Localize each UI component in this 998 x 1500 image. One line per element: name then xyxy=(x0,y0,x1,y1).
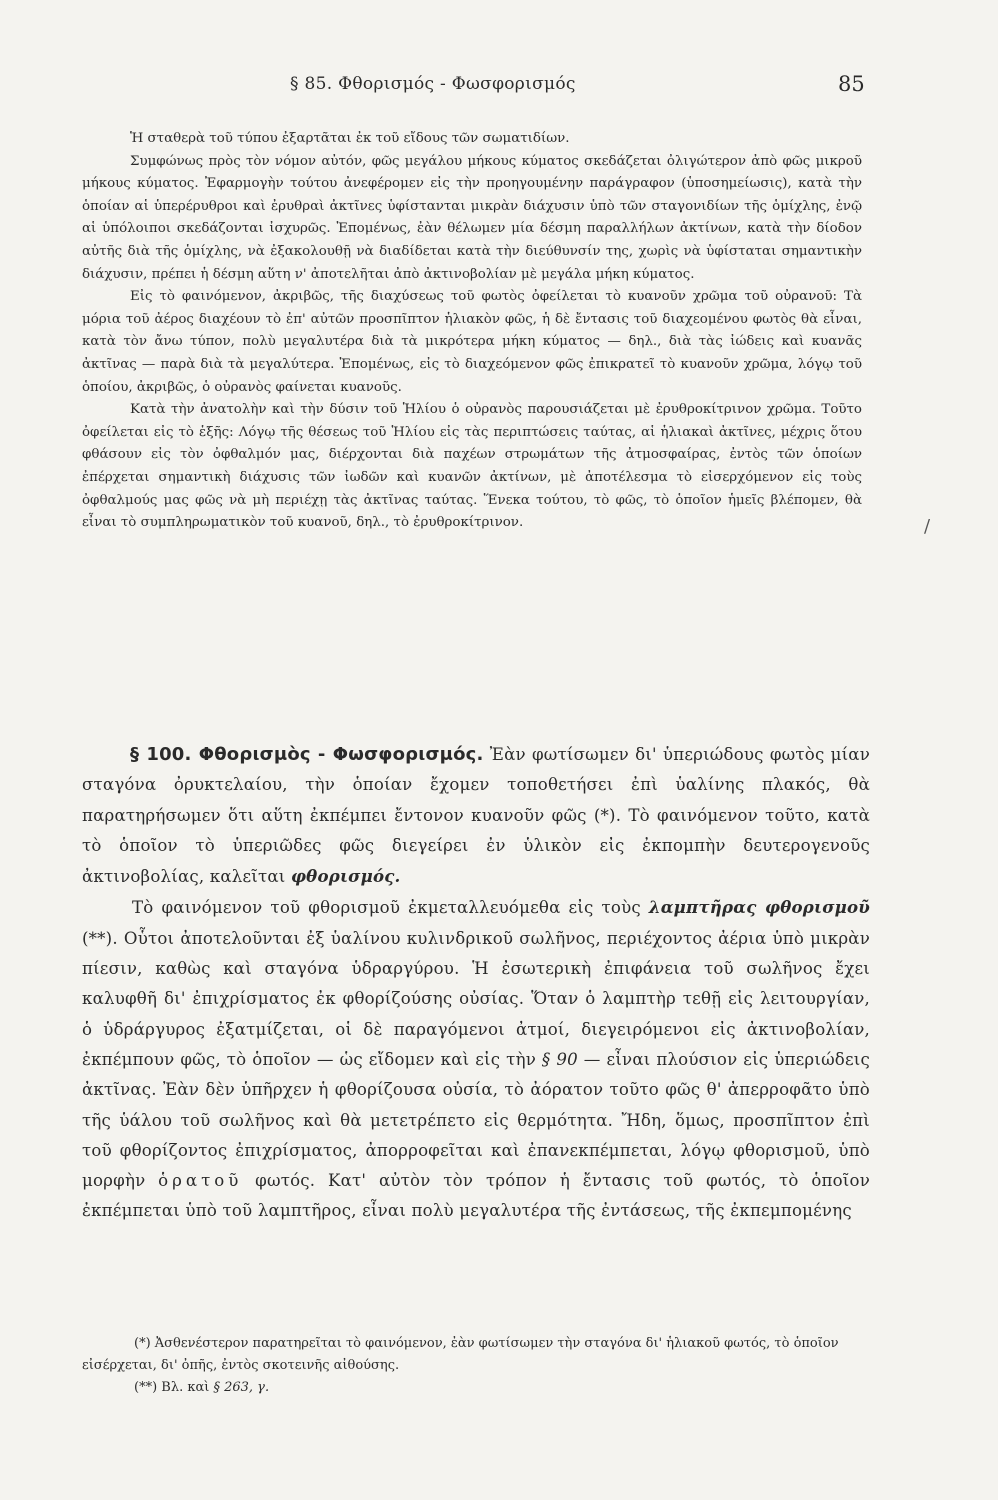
paragraph: Ἡ σταθερὰ τοῦ τύπου ἐξαρτᾶται ἐκ τοῦ εἴδους τῶν σωματιδίων. xyxy=(130,131,570,146)
footnote-text: (**) Βλ. καὶ xyxy=(134,1380,214,1395)
pencil-mark: / xyxy=(924,516,931,537)
paragraph xyxy=(82,892,870,1226)
paragraph: Κατὰ τὴν ἀνατολὴν καὶ τὴν δύσιν τοῦ Ἡλίου ὁ οὐρανὸς παρουσιάζεται μὲ ἐρυθροκίτρινον χρῶμα. Τοῦτο ὀφείλεται εἰς τὸ ἑξῆς: Λόγῳ τῆς θέσεως τοῦ Ἡλίου εἰς τὰς περιπτώσεις ταύτας, αἱ ἡλιακαὶ ἀκτῖνες, μέχρις ὅτου φθάσουν εἰς τὸν ὀφθαλμόν μας, διέρχονται διὰ παχέων στρωμάτων τῆς ἀτμοσφαίρας, ἐντὸς τῶν ὁποίων ἐπέρχεται σημαντικὴ διάχυσις τῶν ἰωδῶν καὶ κυανῶν ἀκτίνων, μὲ ἀποτέλεσμα τὸ εἰσερχόμενον εἰς τοὺς ὀφθαλμούς μας φῶς νὰ μὴ περιέχῃ τὰς ἀκτῖνας ταύτας. Ἕνεκα τούτου, τὸ φῶς, τὸ ὁποῖον ἡμεῖς βλέπομεν, θὰ εἶναι τὸ συμπληρωματικὸν τοῦ κυανοῦ, δηλ., τὸ ἐρυθροκίτρινον. xyxy=(82,402,862,531)
section-reference: § 263, γ. xyxy=(213,1380,270,1395)
term-fluorescent-lamps: λαμπτῆρας φθορισμοῦ xyxy=(648,897,870,918)
section-reference: § 90 xyxy=(541,1049,578,1069)
footnotes xyxy=(82,1333,872,1399)
section-85-text xyxy=(82,128,862,535)
spaced-word: ὁρατοῦ xyxy=(158,1171,243,1191)
paragraph: Εἰς τὸ φαινόμενον, ἀκριβῶς, τῆς διαχύσεως τοῦ φωτὸς ὀφείλεται τὸ κυανοῦν χρῶμα τοῦ οὐρανοῦ: Τὰ μόρια τοῦ ἀέρος διαχέουν τὸ ἐπ' αὐτῶν προσπῖπτον ἡλιακὸν φῶς, ἡ δὲ ἔντασις τοῦ διαχεομένου φωτὸς θὰ εἶναι, κατὰ τὸν ἄνω τύπον, πολὺ μεγαλυτέρα διὰ τὰ μικρότερα μήκη κύματος — δηλ., διὰ τὰς ἰώδεις καὶ κυανᾶς ἀκτῖνας — παρὰ διὰ τὰ μεγαλύτερα. Ἐπομένως, εἰς τὸ διαχεόμενον φῶς ἐπικρατεῖ τὸ κυανοῦν χρῶμα, λόγῳ τοῦ ὁποίου, ἀκριβῶς, ὁ οὐρανὸς φαίνεται κυανοῦς. xyxy=(82,289,862,395)
paragraph-text: — εἶναι πλούσιον εἰς ὑπεριώδεις ἀκτῖνας. Ἐὰν δὲν ὑπῆρχεν ἡ φθορίζουσα οὐσία, τὸ ἀόρατον τοῦτο φῶς θ' ἀπερροφᾶτο ὑπὸ τῆς ὑάλου τοῦ σωλῆνος καὶ θὰ μετετρέπετο εἰς θερμότητα. Ἤδη, ὅμως, προσπῖπτον ἐπὶ τοῦ φθορίζοντος ἐπιχρίσματος, ἀπορροφεῖται καὶ ἐπανεκπέμπεται, λόγῳ φθορισμοῦ, ὑπὸ μορφὴν xyxy=(82,1049,870,1191)
paragraph-text: Ἐὰν φωτίσωμεν δι' ὑπεριώδους φωτὸς μίαν σταγόνα ὀρυκτελαίου, τὴν ὁποίαν ἔχομεν τοποθετήσει ἐπὶ ὑαλίνης πλακός, θὰ παρατηρήσωμεν ὅτι αὕτη ἐκπέμπει ἔντονον κυανοῦν φῶς (*). Τὸ φαινόμενον τοῦτο, κατὰ τὸ ὁποῖον τὸ ὑπεριῶδες φῶς διεγείρει ἐν ὑλικὸν εἰς ἐκπομπὴν δευτερογενοῦς ἀκτινοβολίας, καλεῖται xyxy=(82,745,870,887)
paragraph-text: φωτός. Κατ' αὐτὸν τὸν τρόπον ἡ ἔντασις τοῦ φωτός, τὸ ὁποῖον ἐκπέμπεται ὑπὸ τοῦ λαμπτῆρος, εἶναι πολὺ μεγαλυτέρα τῆς ἐντάσεως, τῆς ἐκπεμπομένης xyxy=(82,1171,870,1221)
page-number: 85 xyxy=(838,72,865,96)
paragraph: Συμφώνως πρὸς τὸν νόμον αὐτόν, φῶς μεγάλου μήκους κύματος σκεδάζεται ὀλιγώτερον ἀπὸ φῶς μικροῦ μήκους κύματος. Ἐφαρμογὴν τούτου ἀνεφέρομεν εἰς τὴν προηγουμένην παράγραφον (ὑποσημείωσις), κατὰ τὴν ὁποίαν αἱ ὑπερέρυθροι καὶ ἐρυθραὶ ἀκτῖνες ὑφίστανται μικρὰν διάχυσιν ὑπὸ τῶν σταγονιδίων τῆς ὁμίχλης, ἐνῷ αἱ ὑπόλοιποι σκεδάζονται ἰσχυρῶς. Ἐπομένως, ἐὰν θέλωμεν μία δέσμη παραλλήλων ἀκτίνων, κατὰ τὴν δίοδον αὐτῆς διὰ τῆς ὁμίχλης, νὰ ἐξακολουθῇ νὰ διαδίδεται κατὰ τὴν διεύθυνσίν της, χωρὶς νὰ ὑφίσταται σημαντικὴν διάχυσιν, πρέπει ἡ δέσμη αὕτη ν' ἀποτελῆται ἀπὸ ἀκτινοβολίαν μὲ μεγάλα μήκη κύματος. xyxy=(82,153,862,282)
footnote xyxy=(82,1377,872,1399)
footnote: (*) Ἀσθενέστερον παρατηρεῖται τὸ φαινόμενον, ἐὰν φωτίσωμεν τὴν σταγόνα δι' ἡλιακοῦ φωτός, τὸ ὁποῖον εἰσέρχεται, δι' ὀπῆς, ἐντὸς σκοτεινῆς αἰθούσης. xyxy=(82,1336,839,1373)
section-100 xyxy=(82,740,870,1227)
paragraph xyxy=(82,740,870,892)
section-heading: § 100. Φθορισμὸς - Φωσφορισμός. xyxy=(130,744,484,765)
running-head: § 85. Φθορισμός - Φωσφορισμός xyxy=(290,74,576,94)
paragraph-text: Τὸ φαινόμενον τοῦ φθορισμοῦ ἐκμεταλλευόμεθα εἰς τοὺς xyxy=(132,898,649,918)
paragraph-text: (**). Οὗτοι ἀποτελοῦνται ἐξ ὑαλίνου κυλινδρικοῦ σωλῆνος, περιέχοντος ἀέρια ὑπὸ μικρὰν πίεσιν, καθὼς καὶ σταγόνα ὑδραργύρου. Ἡ ἐσωτερικὴ ἐπιφάνεια τοῦ σωλῆνος ἔχει καλυφθῆ δι' ἐπιχρίσματος ἐκ φθορίζούσης οὐσίας. Ὅταν ὁ λαμπτὴρ τεθῇ εἰς λειτουργίαν, ὁ ὑδράργυρος ἐξατμίζεται, οἱ δὲ παραγόμενοι ἀτμοί, διεγειρόμενοι εἰς ἀκτινοβολίαν, ἐκπέμπουν φῶς, τὸ ὁποῖον — ὡς εἴδομεν καὶ εἰς τὴν xyxy=(82,928,870,1069)
term-fluorescence: φθορισμός. xyxy=(290,866,401,887)
